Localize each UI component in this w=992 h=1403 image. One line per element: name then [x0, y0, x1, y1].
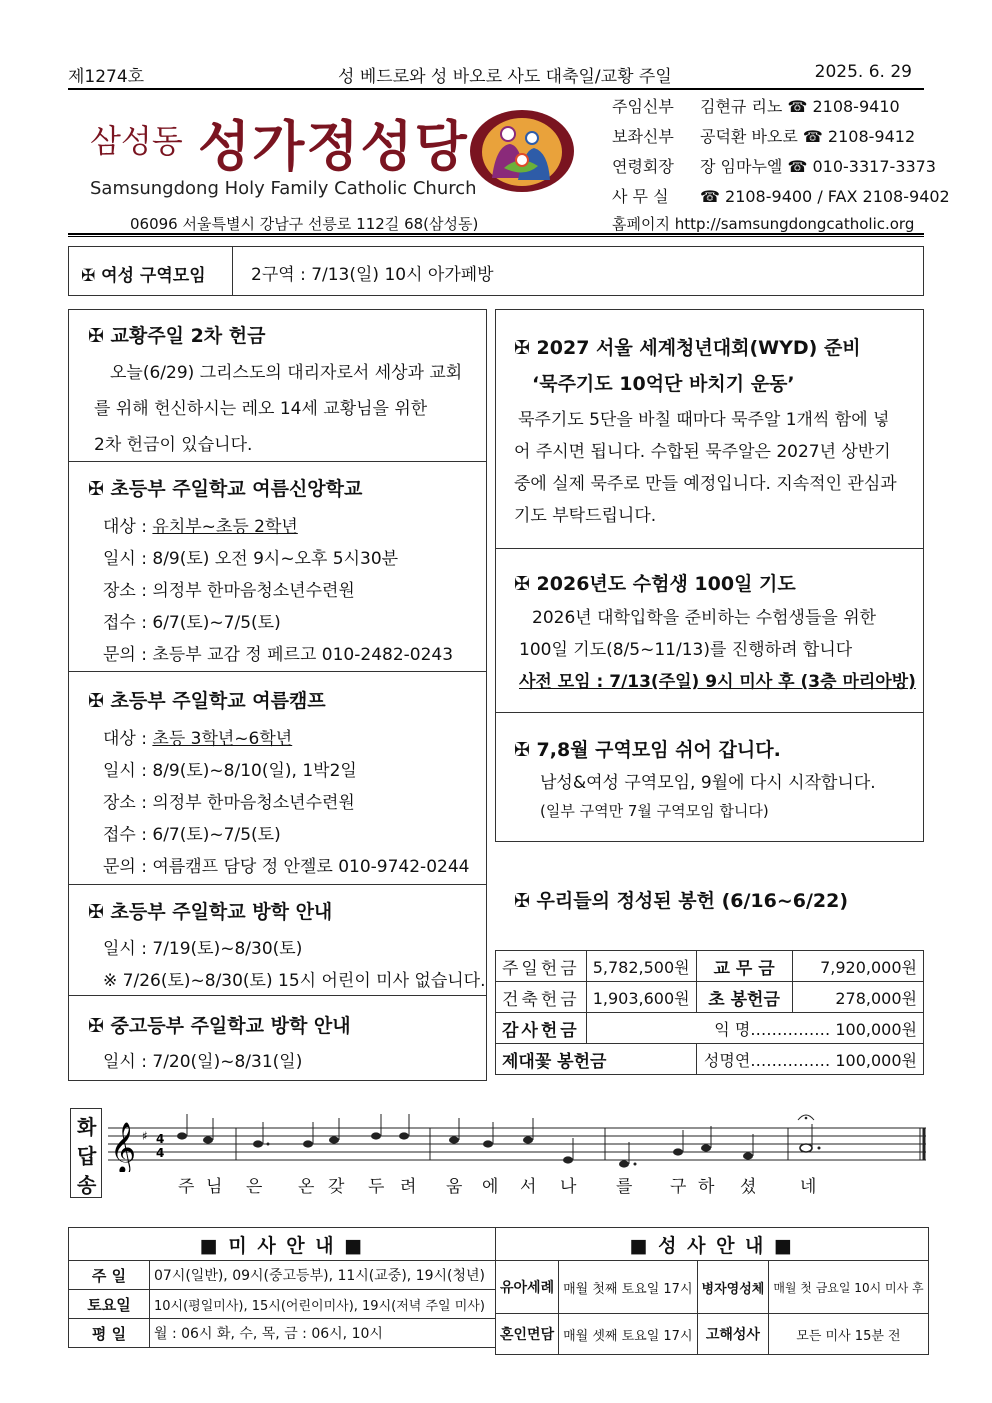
mass-times: 월 : 06시 화, 수, 목, 금 : 06시, 10시 [150, 1319, 496, 1348]
divider [68, 236, 924, 237]
lyric: 나 [560, 1177, 577, 1197]
lyric: 두 [368, 1177, 385, 1197]
svg-text:4: 4 [156, 1146, 165, 1160]
target-value: 유치부~초등 2학년 [152, 517, 298, 537]
exam-prayer-pre-meeting: 사전 모임 : 7/13(주일) 9시 미사 후 (3층 마리아방) [519, 672, 916, 692]
wyd-line: 묵주기도 5단을 바칠 때마다 묵주알 1개씩 함에 넣 [518, 410, 890, 430]
exam-prayer-line: 100일 기도(8/5~11/13)를 진행하려 합니다 [519, 640, 853, 660]
table-row [69, 1290, 496, 1319]
offering-label: 제대꽃 봉헌금 [496, 1044, 697, 1075]
offering-label: 감사헌금 [496, 1013, 587, 1044]
summer-school-line: 접수 : 6/7(토)~7/5(토) [103, 613, 281, 633]
svg-text:4: 4 [156, 1132, 165, 1146]
summer-school-title: ✠ 초등부 주일학교 여름신앙학교 [88, 478, 363, 500]
district-break-title: ✠ 7,8월 구역모임 쉬어 갑니다. [514, 739, 781, 761]
hymn-label-char: 송 [77, 1173, 97, 1197]
sacrament-value: 매월 첫 금요일 10시 미사 후 [769, 1261, 928, 1314]
logo-small-text: 삼성동 [90, 122, 183, 160]
exam-prayer-title: ✠ 2026년도 수험생 100일 기도 [514, 573, 796, 595]
women-meeting-label: ✠ 여성 구역모임 [81, 266, 206, 286]
district-break-line: 남성&여성 구역모임, 9월에 다시 시작합니다. [540, 773, 876, 793]
lyric: 님 [206, 1177, 223, 1197]
info-assistant-priest [612, 124, 915, 147]
info-homepage [612, 213, 914, 234]
divider [68, 995, 487, 996]
info-funeral-head [612, 154, 936, 177]
summer-camp-target [103, 724, 292, 749]
sacrament-value: 매월 셋째 토요일 17시 [559, 1314, 697, 1355]
divider [68, 884, 487, 885]
summer-school-line: 일시 : 8/9(토) 오전 9시~오후 5시30분 [103, 549, 399, 569]
sacrament-label: 병자영성체 [697, 1261, 769, 1314]
sacrament-label: 유아세례 [496, 1261, 559, 1314]
table-row [69, 1228, 496, 1261]
table-row [496, 1044, 924, 1075]
target-value: 초등 3학년~6학년 [152, 729, 293, 749]
summer-school-line: 장소 : 의정부 한마음청소년수련원 [103, 581, 355, 601]
second-collection-line: 를 위해 헌신하시는 레오 14세 교황님을 위한 [94, 399, 428, 419]
table-row [69, 1319, 496, 1348]
divider [232, 247, 233, 295]
svg-text:♯: ♯ [142, 1129, 148, 1143]
table-row [69, 1261, 496, 1290]
sacrament-value: 모든 미사 15분 전 [769, 1314, 928, 1355]
info-role: 보좌신부 [612, 127, 674, 146]
lyric: 에 [482, 1177, 499, 1197]
offering-label: 주일헌금 [496, 951, 587, 982]
info-role: 연령회장 [612, 157, 674, 176]
table-row [496, 1314, 929, 1355]
summer-camp-line: 일시 : 8/9(토)~8/10(일), 1박2일 [103, 761, 357, 781]
mass-times: 10시(평일미사), 15시(어린이미사), 19시(저녁 주일 미사) [150, 1290, 496, 1319]
elementary-vacation-title: ✠ 초등부 주일학교 방학 안내 [88, 901, 333, 923]
feast-title: 성 베드로와 성 바오로 사도 대축일/교황 주일 [338, 67, 672, 87]
church-address: 06096 서울특별시 강남구 선릉로 112길 68(삼성동) [130, 215, 479, 233]
svg-text:𝄞: 𝄞 [110, 1122, 137, 1172]
second-collection-line: 2차 헌금이 있습니다. [94, 435, 253, 455]
offering-value: 익 명…………… 100,000원 [586, 1013, 923, 1044]
info-office [612, 184, 950, 207]
offering-value: 278,000원 [792, 982, 923, 1013]
hymn-lyrics [108, 1172, 928, 1198]
women-meeting-box [68, 246, 924, 296]
youth-vacation-title: ✠ 중고등부 주일학교 방학 안내 [88, 1015, 351, 1037]
offering-title: ✠ 우리들의 정성된 봉헌 (6/16~6/22) [514, 890, 849, 912]
info-value: 김현규 리노 ☎ 2108-9410 [700, 97, 900, 116]
offering-label: 교 무 금 [696, 951, 792, 982]
lyric: 셨 [740, 1177, 757, 1197]
lyric: 서 [520, 1177, 537, 1197]
logo-big-text: 성가정성당 [198, 114, 469, 178]
lyric: 온 [298, 1177, 315, 1197]
info-role: 주임신부 [612, 97, 674, 116]
lyric: 를 [616, 1177, 633, 1197]
offering-table [495, 950, 924, 1075]
summer-school-target [103, 512, 298, 537]
logo-english-text: Samsungdong Holy Family Catholic Church [90, 178, 477, 199]
table-row [496, 1013, 924, 1044]
table-row [496, 951, 924, 982]
mass-day: 토요일 [69, 1290, 150, 1319]
wyd-line: 기도 부탁드립니다. [514, 506, 657, 526]
sacrament-value: 매월 첫째 토요일 17시 [559, 1261, 697, 1314]
wyd-line: 중에 실제 묵주로 만들 예정입니다. 지속적인 관심과 [514, 474, 897, 494]
wyd-subtitle: ‘묵주기도 10억단 바치기 운동’ [532, 373, 795, 395]
sacrament-header: ■ 성 사 안 내 ■ [496, 1228, 929, 1261]
lyric: 려 [400, 1177, 417, 1197]
divider [68, 671, 487, 672]
summer-camp-line: 장소 : 의정부 한마음청소년수련원 [103, 793, 355, 813]
info-value: 공덕환 바오로 ☎ 2108-9412 [700, 127, 916, 146]
wyd-line: 어 주시면 됩니다. 수합된 묵주알은 2027년 상반기 [514, 442, 891, 462]
offering-value: 1,903,600원 [586, 982, 696, 1013]
wyd-title: ✠ 2027 서울 세계청년대회(WYD) 준비 [514, 337, 861, 359]
youth-vacation-line: 일시 : 7/20(일)~8/31(일) [103, 1052, 303, 1072]
homepage-link[interactable]: http://samsungdongcatholic.org [674, 215, 915, 233]
second-collection-title: ✠ 교황주일 2차 헌금 [88, 325, 266, 347]
lyric: 하 [698, 1177, 715, 1197]
sacrament-label: 고해성사 [697, 1314, 769, 1355]
target-label: 대상 : [103, 729, 153, 749]
table-row [496, 1261, 929, 1314]
divider [68, 88, 924, 90]
offering-label: 건축헌금 [496, 982, 587, 1013]
hymn-label-char: 답 [77, 1144, 97, 1168]
district-break-line: (일부 구역만 7월 구역모임 합니다) [540, 802, 769, 820]
hymn-label-char: 화 [77, 1115, 97, 1139]
mass-schedule-table [68, 1227, 496, 1348]
second-collection-line: 오늘(6/29) 그리스도의 대리자로서 세상과 교회 [110, 363, 463, 383]
summer-school-line: 문의 : 초등부 교감 정 페르고 010-2482-0243 [103, 645, 454, 665]
sacrament-table [495, 1227, 929, 1355]
offering-value: 7,920,000원 [792, 951, 923, 982]
offering-value: 5,782,500원 [586, 951, 696, 982]
summer-camp-title: ✠ 초등부 주일학교 여름캠프 [88, 690, 326, 712]
lyric: 은 [246, 1177, 263, 1197]
top-bar [68, 62, 924, 88]
offering-label: 초 봉헌금 [696, 982, 792, 1013]
info-role: 홈페이지 [612, 215, 670, 233]
info-value: ☎ 2108-9400 / FAX 2108-9402 [700, 187, 950, 206]
lyric: 주 [178, 1177, 195, 1197]
elementary-vacation-line: ※ 7/26(토)~8/30(토) 15시 어린이 미사 없습니다. [103, 971, 486, 991]
sacrament-label: 혼인면담 [496, 1314, 559, 1355]
mass-day: 주 일 [69, 1261, 150, 1290]
issue-date: 2025. 6. 29 [814, 62, 912, 82]
exam-prayer-line: 2026년 대학입학을 준비하는 수험생들을 위한 [532, 608, 877, 628]
summer-camp-line: 접수 : 6/7(토)~7/5(토) [103, 825, 281, 845]
hymn-label-box [70, 1108, 102, 1198]
holy-family-logo-icon [468, 108, 576, 194]
music-staff-icon [108, 1110, 928, 1172]
mass-header: ■ 미 사 안 내 ■ [69, 1228, 496, 1261]
lyric: 구 [670, 1177, 687, 1197]
info-pastor [612, 94, 900, 117]
summer-camp-line: 문의 : 여름캠프 담당 정 안젤로 010-9742-0244 [103, 857, 470, 877]
divider [68, 233, 924, 235]
elementary-vacation-line: 일시 : 7/19(토)~8/30(토) [103, 939, 303, 959]
issue-number: 제1274호 [68, 67, 145, 87]
mass-times: 07시(일반), 09시(중고등부), 11시(교중), 19시(청년) [150, 1261, 496, 1290]
mass-day: 평 일 [69, 1319, 150, 1348]
divider [68, 461, 487, 462]
info-value: 장 임마누엘 ☎ 010-3317-3373 [700, 157, 936, 176]
offering-value: 성명연…………… 100,000원 [696, 1044, 923, 1075]
table-row [496, 1228, 929, 1261]
women-meeting-text: 2구역 : 7/13(일) 10시 아가페방 [251, 265, 494, 285]
lyric: 갖 [328, 1177, 345, 1197]
target-label: 대상 : [103, 517, 153, 537]
lyric: 네 [800, 1177, 817, 1197]
info-role: 사 무 실 [612, 187, 669, 206]
table-row [496, 982, 924, 1013]
lyric: 움 [446, 1177, 463, 1197]
